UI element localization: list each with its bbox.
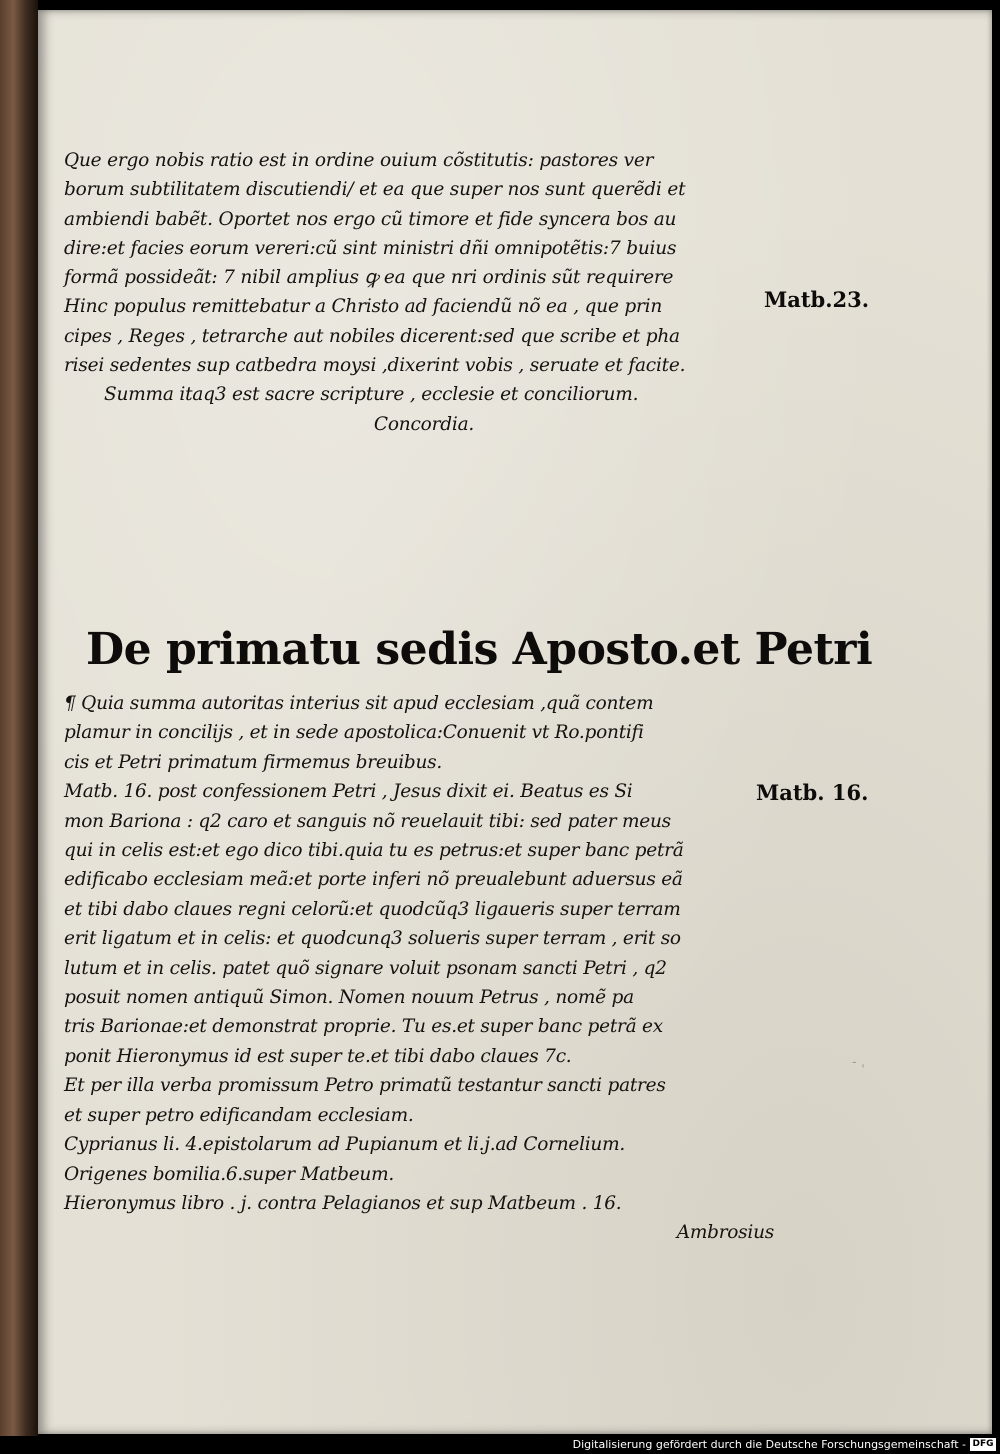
ghost-line <box>64 405 784 434</box>
show-through-text <box>64 405 784 434</box>
text-line: plamur in concilijs , et in sede apostolica:Conuenit vt Ro.pontifi <box>64 722 644 744</box>
text-line: Hinc populus remittebatur a Christo ad faciendũ nõ ea , que prin <box>64 296 663 318</box>
text-line: Origenes bomilia.6.super Matbeum. <box>64 1163 394 1185</box>
concordia-line: Concordia. <box>373 413 475 435</box>
text-line: dire:et facies eorum vereri:cũ sint ministri dñi omnipotẽtis:7 buius <box>64 237 677 259</box>
text-line: posuit nomen antiquũ Simon. Nomen nouum Petrus , nomẽ pa <box>64 987 634 1009</box>
text-line: Et per illa verba promissum Petro primatũ testantur sancti patres <box>64 1075 666 1097</box>
text-line: edificabo ecclesiam meã:et porte inferi nõ preualebunt aduersus eã <box>64 869 683 891</box>
text-line: Cyprianus li. 4.epistolarum ad Pupianum et li.j.ad Cornelium. <box>64 1134 626 1156</box>
text-line: tris Barionae:et demonstrat proprie. Tu es.et super banc petrã ex <box>64 1016 663 1038</box>
section-heading: De primatu sedis Aposto.et Petri <box>86 624 873 675</box>
bottom-text-block <box>64 689 784 1248</box>
text-line: lutum et in celis. patet quõ signare voluit psonam sancti Petri , q2 <box>64 957 667 979</box>
faint-mark: ‐ ˌ <box>852 1054 866 1070</box>
text-line: cis et Petri primatum firmemus breuibus. <box>64 751 443 773</box>
margin-note-matthew-16: Matb. 16. <box>756 780 869 805</box>
text-line: Matb. 16. post confessionem Petri , Jesus dixit ei. Beatus es Si <box>64 781 633 803</box>
text-line: qui in celis est:et ego dico tibi.quia tu es petrus:et super banc petrã <box>64 840 684 862</box>
text-line: et super petro edificandam ecclesiam. <box>64 1104 414 1126</box>
text-line: mon Bariona : q2 caro et sanguis nõ reuelauit tibi: sed pater meus <box>64 810 671 832</box>
text-line: cipes , Reges , tetrarche aut nobiles dicerent:sed que scribe et pha <box>64 325 680 347</box>
book-page <box>38 10 992 1434</box>
margin-note-matthew-23: Matb.23. <box>764 287 870 312</box>
text-line: ¶ Quia summa autoritas interius sit apud ecclesiam ,quã contem <box>64 693 654 714</box>
text-line: formã possideãt: 7 nibil amplius ꝙ ea que nri ordinis sũt requirere <box>64 267 674 289</box>
text-line: et tibi dabo claues regni celorũ:et quodcũq3 ligaueris super terram <box>64 898 681 920</box>
text-line: borum subtilitatem discutiendi/ et ea que super nos sunt querẽdi et <box>64 179 686 201</box>
text-line: erit ligatum et in celis: et quodcunq3 solueris super terram , erit so <box>64 928 681 950</box>
catchword: Ambrosius <box>676 1222 774 1244</box>
text-line: Hieronymus libro . j. contra Pelagianos et sup Matbeum . 16. <box>64 1192 622 1214</box>
text-line: ponit Hieronymus id est super te.et tibi dabo claues 7c. <box>64 1045 572 1067</box>
text-line: ambiendi babẽt. Oportet nos ergo cũ timore et fide syncera bos au <box>64 208 677 230</box>
text-line: risei sedentes sup catbedra moysi ,dixerint vobis , seruate et facite. <box>64 355 686 377</box>
dfg-logo: DFG <box>970 1438 996 1451</box>
summary-line: Summa itaq3 est sacre scripture , ecclesie et conciliorum. <box>104 384 639 406</box>
funding-credit: Digitalisierung gefördert durch die Deutsche Forschungsgemeinschaft - <box>572 1438 966 1451</box>
text-line: Que ergo nobis ratio est in ordine ouium cõstitutis: pastores ver <box>64 150 654 171</box>
top-text-block <box>64 146 784 439</box>
book-binding <box>0 0 38 1436</box>
